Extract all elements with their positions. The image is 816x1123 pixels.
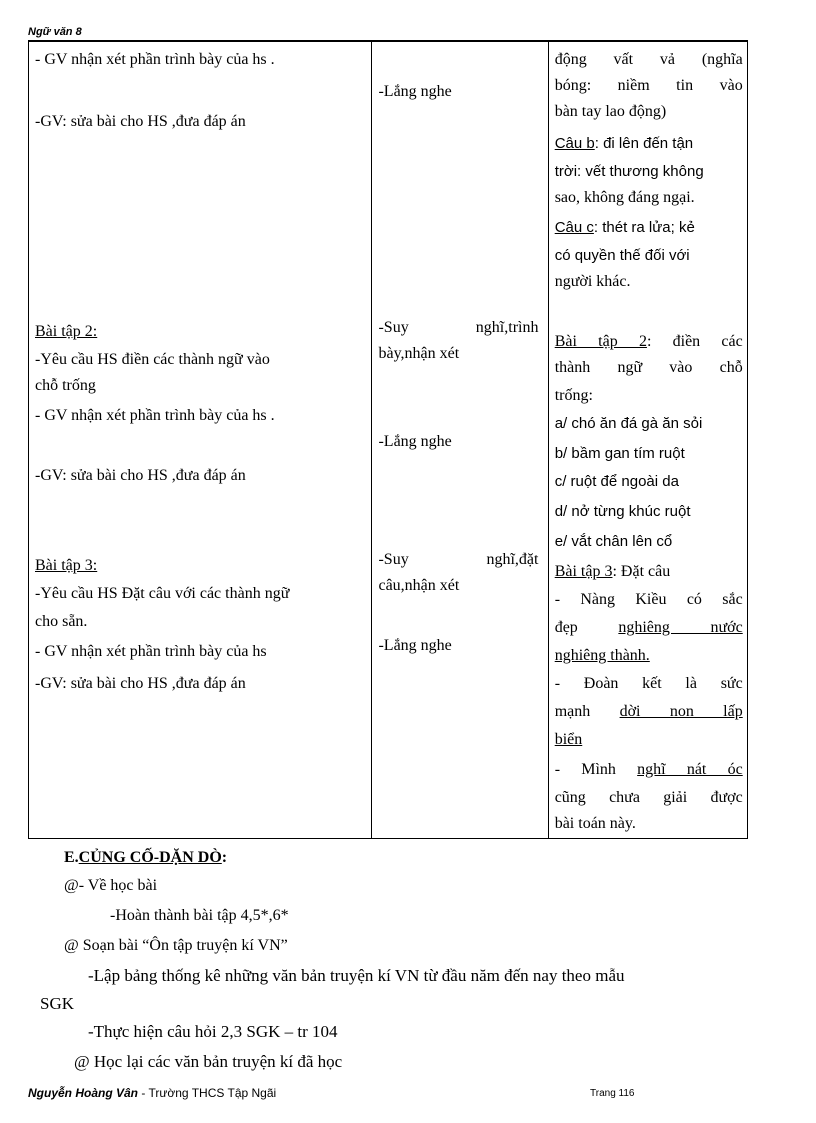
cau-c-label: Câu c [554, 219, 594, 236]
text-line: - GV nhận xét phần trình bày của hs [35, 643, 267, 660]
text-line: SGK [40, 994, 75, 1013]
text-line [555, 134, 743, 154]
text-line: - GV nhận xét phần trình bày của hs . [35, 407, 275, 424]
text-line: trống: [554, 387, 593, 404]
page-number: Trang 116 [590, 1088, 635, 1099]
text-line: bóng: niềm tin vào [554, 77, 743, 94]
section-e-heading [64, 848, 227, 868]
text-line: -Suy nghĩ,đặt [378, 551, 539, 568]
section-title: CỦNG CỐ-DẶN DÒ [78, 849, 222, 866]
text-line: @ Học lại các văn bản truyện kí đã học [74, 1052, 343, 1071]
text-line: -Lắng nghe [378, 637, 452, 654]
text-line: thành ngữ vào chỗ [554, 359, 743, 376]
text-line: -GV: sửa bài cho HS ,đưa đáp án [35, 675, 246, 692]
text-line: động vất vả (nghĩa [554, 51, 743, 68]
idiom-underlined: biển [554, 731, 583, 748]
answer-d: d/ nở từng khúc ruột [554, 503, 691, 520]
text-line: - Đoàn kết là sức [554, 675, 743, 692]
text-line: -Lắng nghe [378, 433, 452, 450]
lesson-table [28, 41, 748, 839]
exercise-3-text: : Đặt câu [612, 563, 671, 580]
exercise-2-label: Bài tập 2 [554, 333, 647, 350]
text-line: câu,nhận xét [378, 577, 460, 594]
sentence-text: mạnh [554, 703, 620, 720]
text-line: cho sẵn. [35, 613, 88, 630]
text-line [555, 618, 743, 638]
section-colon: : [221, 849, 228, 866]
section-prefix: E. [64, 849, 79, 866]
teacher-activities-cell [29, 42, 372, 839]
sentence-text: đẹp [554, 619, 619, 636]
text-line: @ Soạn bài “Ôn tập truyện kí VN” [64, 937, 288, 954]
school-name: - Trường THCS Tập Ngãi [138, 1086, 277, 1100]
answer-e: e/ vắt chân lên cổ [554, 533, 673, 550]
answer-a: a/ chó ăn đá gà ăn sỏi [554, 415, 703, 432]
text-line: trời: vết thương không [554, 163, 704, 180]
text-line [555, 218, 743, 238]
cau-b-label: Câu b [554, 135, 595, 152]
text-line: -Thực hiện câu hỏi 2,3 SGK – tr 104 [88, 1022, 338, 1041]
text-line: -Suy nghĩ,trình [378, 319, 539, 336]
text-line: -GV: sửa bài cho HS ,đưa đáp án [35, 467, 246, 484]
answer-b: b/ bầm gan tím ruột [554, 445, 685, 462]
exercise-2-text: : điền các [646, 333, 743, 350]
text-line: -Yêu cầu HS điền các thành ngữ vào [35, 351, 270, 368]
idiom-underlined: nghiêng thành. [554, 647, 650, 664]
author-name: Nguyễn Hoàng Vân [28, 1086, 139, 1100]
text-line [555, 332, 743, 352]
text-line: - GV nhận xét phần trình bày của hs . [35, 51, 275, 68]
text-line [555, 760, 743, 780]
text-line: sao, không đáng ngại. [554, 189, 695, 206]
text-line: -Yêu cầu HS Đặt câu với các thành ngữ [35, 585, 290, 602]
text-line: bàn tay lao động) [554, 103, 667, 120]
cau-b-text: : đi lên đến tận [594, 135, 694, 152]
text-line: -GV: sửa bài cho HS ,đưa đáp án [35, 113, 246, 130]
footer-author [28, 1086, 276, 1100]
text-line: -Lắng nghe [378, 83, 452, 100]
idiom-underlined: nghĩ nát óc [637, 761, 743, 778]
exercise-2-heading: Bài tập 2: [35, 323, 98, 340]
exercise-3-heading: Bài tập 3: [35, 557, 98, 574]
text-line: @- Về học bài [64, 877, 158, 894]
text-line: người khác. [554, 273, 631, 290]
text-line: có quyền thế đối với [554, 247, 690, 264]
answer-c: c/ ruột để ngoài da [554, 473, 679, 490]
text-line: -Lập bảng thống kê những văn bản truyện kí VN từ đầu năm đến nay theo mẫu [88, 966, 625, 985]
exercise-3-label: Bài tập 3 [554, 563, 613, 580]
text-line [555, 702, 743, 722]
text-line: chỗ trống [35, 377, 96, 394]
page-header: Ngữ văn 8 [28, 26, 82, 38]
text-line: bày,nhận xét [378, 345, 460, 362]
idiom-underlined: nghiêng nước [618, 619, 743, 636]
idiom-underlined: dời non lấp [619, 703, 743, 720]
student-activities-cell [372, 42, 548, 839]
content-cell [548, 42, 747, 839]
text-line: bài toán này. [554, 815, 636, 832]
text-line: cũng chưa giải được [554, 789, 743, 806]
text-line [555, 562, 743, 582]
cau-c-text: : thét ra lửa; kẻ [593, 219, 695, 236]
text-line: -Hoàn thành bài tập 4,5*,6* [110, 907, 289, 924]
text-line: - Nàng Kiều có sắc [554, 591, 743, 608]
sentence-text: - Mình [554, 761, 638, 778]
